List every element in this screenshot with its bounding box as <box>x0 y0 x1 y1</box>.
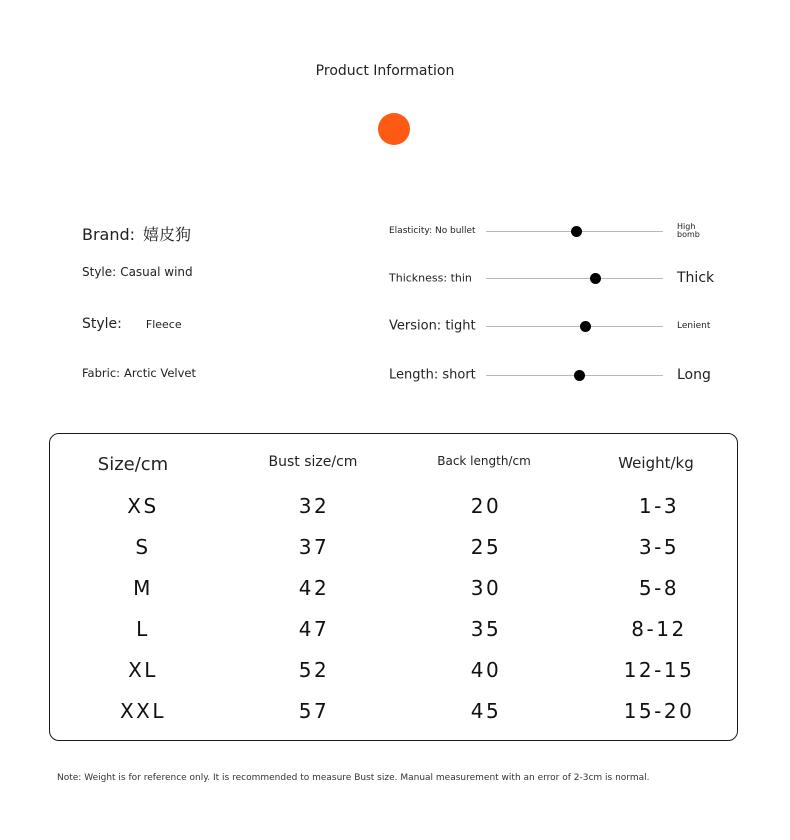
header-size: Size/cm <box>97 454 169 475</box>
table-row <box>50 617 737 651</box>
table-row <box>50 494 737 528</box>
size-table <box>49 433 738 741</box>
bust-cell: 42 <box>298 576 330 600</box>
bust-cell: 52 <box>298 658 330 682</box>
style-value-2: Fleece <box>145 318 182 331</box>
elasticity-max-label: High bomb <box>677 222 700 239</box>
brand-attribute <box>82 222 191 245</box>
length-track <box>486 375 663 376</box>
weight-cell: 8-12 <box>631 617 687 641</box>
page-title: Product Information <box>315 63 455 79</box>
back-length-cell: 25 <box>470 535 502 559</box>
fabric-attribute <box>82 366 196 380</box>
weight-cell: 12-15 <box>623 658 695 682</box>
accent-dot <box>378 113 410 145</box>
version-track <box>486 326 663 327</box>
length-max-label: Long <box>677 367 711 383</box>
size-cell: XS <box>127 494 159 518</box>
bust-cell: 32 <box>298 494 330 518</box>
elasticity-scale <box>389 219 719 243</box>
style-label-2: Style: <box>82 316 122 332</box>
thickness-track <box>486 278 663 279</box>
back-length-cell: 30 <box>470 576 502 600</box>
table-row <box>50 658 737 692</box>
table-row <box>50 576 737 610</box>
back-length-cell: 20 <box>470 494 502 518</box>
length-marker <box>574 370 585 381</box>
elasticity-marker <box>571 226 582 237</box>
version-label: Version: tight <box>389 318 476 334</box>
weight-cell: 3-5 <box>638 535 680 559</box>
style-attribute-2 <box>82 316 182 332</box>
version-scale <box>389 314 719 338</box>
thickness-max-label: Thick <box>677 270 715 286</box>
length-scale <box>389 363 719 387</box>
version-max-label: Lenient <box>677 321 711 331</box>
style-attribute <box>82 265 193 279</box>
version-marker <box>580 321 591 332</box>
header-bust: Bust size/cm <box>268 454 358 470</box>
size-cell: M <box>133 576 153 600</box>
elasticity-label: Elasticity: No bullet <box>389 226 476 236</box>
length-label: Length: short <box>389 367 476 383</box>
thickness-marker <box>590 273 601 284</box>
style-label: Style: <box>82 265 117 279</box>
back-length-cell: 40 <box>470 658 502 682</box>
header-back-length: Back length/cm <box>437 454 531 468</box>
brand-value: 嬉皮狗 <box>143 225 192 244</box>
fabric-label: Fabric: <box>82 366 121 380</box>
weight-cell: 15-20 <box>623 699 695 723</box>
table-row <box>50 535 737 569</box>
thickness-scale <box>389 266 719 290</box>
bust-cell: 57 <box>298 699 330 723</box>
footnote: Note: Weight is for reference only. It is recommended to measure Bust size. Manual measurement with an error of 2-3cm is normal. <box>57 773 650 783</box>
back-length-cell: 45 <box>470 699 502 723</box>
weight-cell: 1-3 <box>638 494 680 518</box>
thickness-label: Thickness: thin <box>389 271 472 285</box>
header-weight: Weight/kg <box>618 454 694 472</box>
back-length-cell: 35 <box>470 617 502 641</box>
fabric-value: Arctic Velvet <box>124 366 197 380</box>
bust-cell: 37 <box>298 535 330 559</box>
bust-cell: 47 <box>298 617 330 641</box>
size-cell: L <box>136 617 150 641</box>
elasticity-track <box>486 231 663 232</box>
weight-cell: 5-8 <box>638 576 680 600</box>
brand-label: Brand: <box>82 225 136 244</box>
size-cell: S <box>135 535 151 559</box>
table-row <box>50 699 737 733</box>
size-cell: XXL <box>119 699 167 723</box>
size-cell: XL <box>128 658 158 682</box>
style-value: Casual wind <box>120 265 193 279</box>
